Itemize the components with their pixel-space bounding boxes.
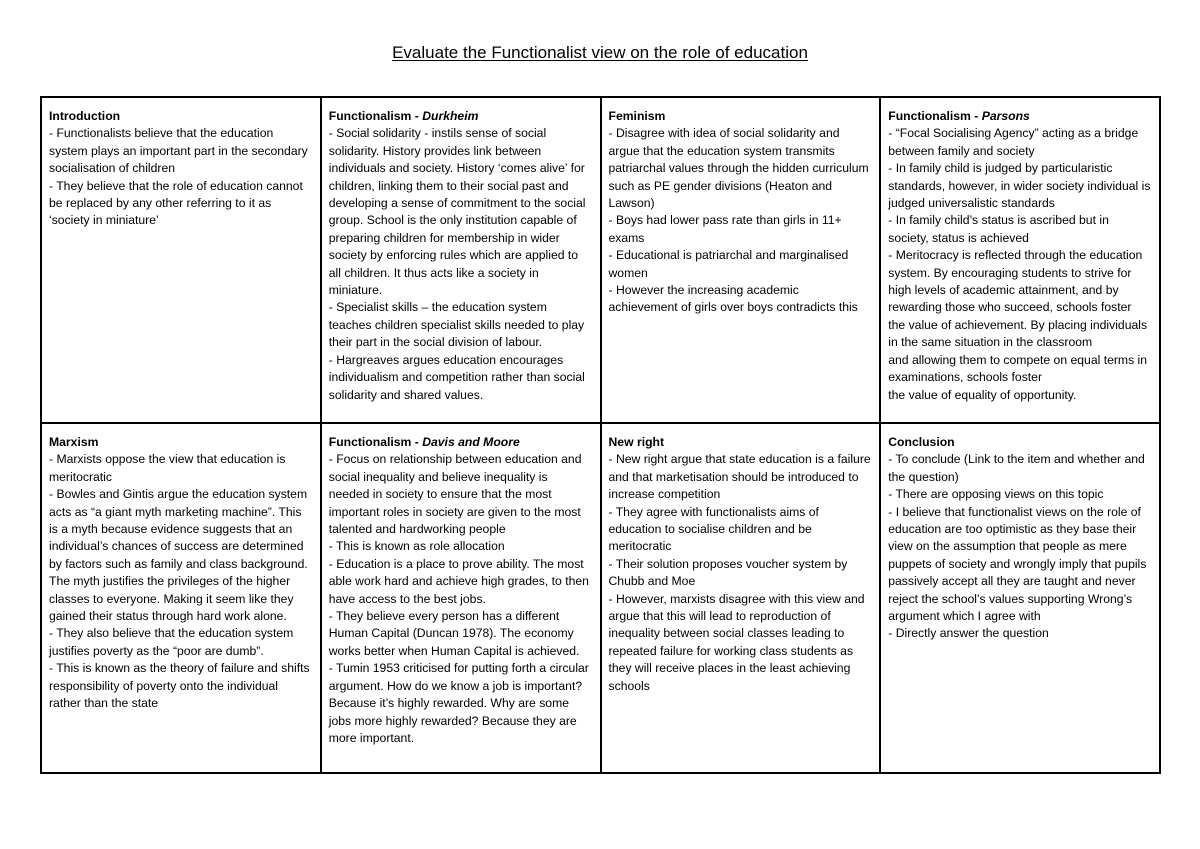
bullet-point: - However, marxists disagree with this view and argue that this will lead to reproduction of inequality between social classes leading to repeated failure for working class students as they will receive places in the least achieving schools [608,591,865,693]
bullet-point: - Functionalists believe that the education system plays an important part in the secondary socialisation of children [49,126,308,176]
cell-new-right [601,423,881,773]
table-row [41,423,1160,773]
bullet-point: the value of equality of opportunity. [888,387,1077,402]
bullet-point: - Directly answer the question [888,626,1049,641]
cell-marxism [41,423,321,773]
cell-heading: Conclusion [888,435,955,449]
bullet-point: - Tumin 1953 criticised for putting forth a circular argument. How do we know a job is important? Because it’s highly rewarded. Why are some jobs more highly rewarded? Because they are more important. [328,661,589,745]
bullet-point: - They believe every person has a different Human Capital (Duncan 1978). The economy works better when Human Capital is achieved. [328,609,580,658]
bullet-point: - Their solution proposes voucher system by Chubb and Moe [608,556,848,589]
bullet-point: - Education is a place to prove ability. The most able work hard and achieve high grades, to then have access to the best jobs. [328,556,589,606]
bullet-point: - Bowles and Gintis argue the education system acts as “a giant myth marketing machine”. This is a myth because evidence suggests that an individual’s chances of success are determined by factors such as family and class background. The myth justifies the privileges of the higher classes to everyone. Making it seem like they gained their status through hard work alone. [49,487,308,624]
bullet-point: - “Focal Socialising Agency” acting as a bridge between family and society [888,126,1139,158]
cell-heading: Functionalism - Parsons [888,109,1030,123]
bullet-point: - In family child’s status is ascribed but in society, status is achieved [888,213,1109,245]
bullet-point: - However the increasing academic achievement of girls over boys contradicts this [608,283,858,315]
bullet-point: - This is known as the theory of failure and shifts responsibility of poverty onto the individual rather than the state [49,661,310,711]
bullet-point: - Marxists oppose the view that education is meritocratic [49,452,286,484]
cell-introduction [41,97,321,423]
bullet-point: - Disagree with idea of social solidarity and argue that the education system transmits patriarchal values through the hidden curriculum such as PE gender divisions (Heaton and Lawson) [608,126,869,211]
cell-feminism [601,97,881,423]
essay-plan-table [40,96,1161,774]
bullet-point: - This is known as role allocation [328,539,505,554]
bullet-point: - They agree with functionalists aims of education to socialise children and be meritocratic [608,504,819,554]
bullet-point: - Hargreaves argues education encourages individualism and competition rather than social solidarity and shared values. [328,352,585,402]
cell-conclusion [880,423,1160,773]
page-title: Evaluate the Functionalist view on the role of education [392,43,808,62]
cell-functionalism-parsons [880,97,1160,423]
cell-heading: Functionalism - Durkheim [328,109,479,123]
bullet-point: - Specialist skills – the education system teaches children specialist skills needed to play their part in the social division of labour. [328,300,585,350]
cell-heading: Functionalism - Davis and Moore [328,435,520,449]
bullet-point: - They believe that the role of education cannot be replaced by any other referring to it as ‘society in miniature’ [49,178,303,228]
bullet-point: - Meritocracy is reflected through the education system. By encouraging students to strive for high levels of academic attainment, and by rewarding those who succeed, schools foster the value of achievement. By placing individuals in the same situation in the classroom [888,248,1148,350]
bullet-point: - Educational is patriarchal and marginalised women [608,248,849,280]
bullet-point: - Social solidarity - instils sense of social solidarity. History provides link between individuals and society. History ‘comes alive’ for children, linking them to their social past and developing a sense of commitment to the social group. School is the only institution capable of preparing children for membership in wider society by enforcing rules which are applied to all children. It thus acts like a society in miniature. [328,126,586,298]
bullet-point: - New right argue that state education is a failure and that marketisation should be introduced to increase competition [608,452,871,502]
cell-heading: Feminism [608,109,666,123]
table-row [41,97,1160,423]
bullet-point: and allowing them to compete on equal terms in examinations, schools foster [888,352,1148,385]
bullet-point: - In family child is judged by particularistic standards, however, in wider society individual is judged universalistic standards [888,161,1151,211]
cell-heading: New right [608,435,665,449]
bullet-point: - They also believe that the education system justifies poverty as the “poor are dumb”. [49,626,294,658]
bullet-point: - Focus on relationship between education and social inequality and believe inequality is needed in society to ensure that the most important roles in society are given to the most talented and hardworking people [328,452,582,537]
cell-functionalism-davis-moore [321,423,601,773]
cell-functionalism-durkheim [321,97,601,423]
bullet-point: - To conclude (Link to the item and whether and the question) [888,452,1145,484]
bullet-point: - I believe that functionalist views on the role of education are too optimistic as they base their view on the assumption that people as mere puppets of society and wrongly imply that pupils passively accept all they are taught and never reject the school’s values supporting Wrong’s argument which I agree with [888,504,1147,624]
cell-heading: Marxism [49,435,99,449]
bullet-point: - Boys had lower pass rate than girls in 11+ exams [608,213,842,245]
bullet-point: - There are opposing views on this topic [888,487,1104,502]
cell-heading: Introduction [49,109,121,123]
